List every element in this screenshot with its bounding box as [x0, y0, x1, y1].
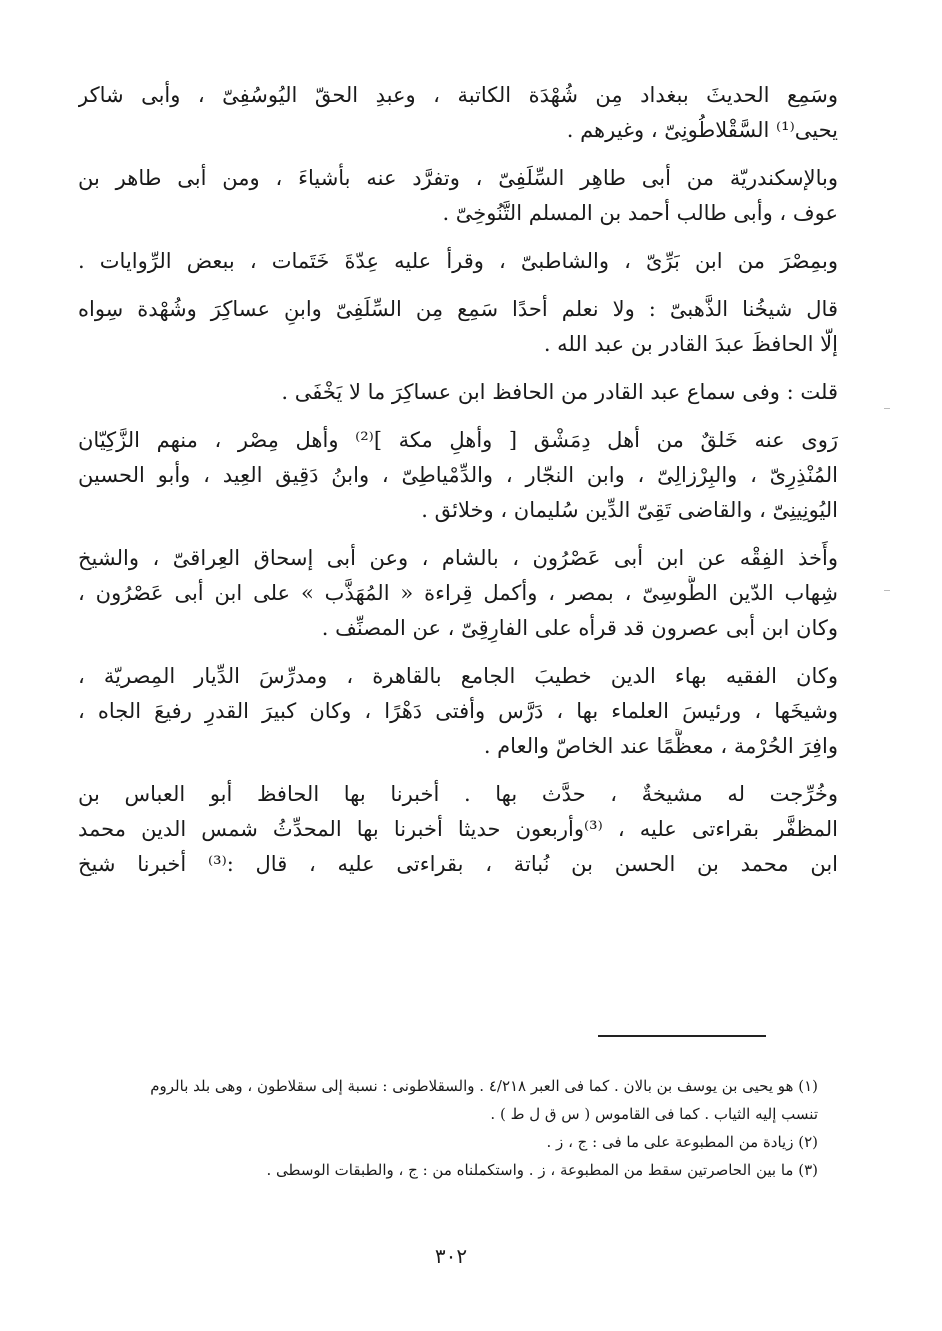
paragraph-mashyakha — [78, 777, 838, 882]
footnotes-section — [78, 1072, 818, 1184]
text-line: إلّا الحافظَ عبدَ القادر بن عبد الله . — [543, 332, 838, 356]
paragraph-dhahabi-quote — [78, 292, 838, 362]
footnote-3 — [78, 1156, 818, 1184]
text-line: شِهاب الدّين الطُّوسِىّ ، بمصر ، وأكمل قِراءة « المُهَذَّب » على ابن أبى عَصْرُون ، — [78, 581, 838, 605]
text-line: وبمِصْرَ من ابن بَرِّىّ ، والشاطبىّ ، وقرأ عليه عِدّةَ خَتَمات ، ببعض الرِّوايات . — [78, 249, 838, 273]
footnote-line: تنسب إليه الثياب . كما فى القاموس ( س ق ل ط ) . — [490, 1105, 818, 1123]
paragraph-position — [78, 659, 838, 764]
text-line: وسَمِع الحديثَ ببغداد مِن شُهْدَة الكاتبة ، وعبدِ الحقّ اليُوسُفِىّ ، وأبى شاكر — [78, 83, 838, 107]
text-line: قلت : وفى سماع عبد القادر من الحافظ ابن عساكِرَ ما لا يَخْفَى . — [281, 380, 838, 404]
paragraph-fiqh — [78, 541, 838, 646]
margin-tick — [884, 408, 890, 409]
paragraph-narrators — [78, 423, 838, 528]
margin-tick — [884, 590, 890, 591]
text-line: وأَخذ الفِقْه عن ابن أبى عَصْرُون ، بالشام ، وعن أبى إسحاق العِراقىّ ، والشيخ — [78, 546, 838, 570]
text-line: وكان الفقيه بهاء الدين خطيبَ الجامع بالقاهرة ، ومدرِّسَ الدِّيار المِصريّة ، — [78, 664, 838, 688]
footnote-line: (٢) زيادة من المطبوعة على ما فى : ج ، ز . — [546, 1133, 818, 1151]
text-line: رَوى عنه خَلقٌ من أهل دِمَشْق [ وأهلِ مكة ]⁽²⁾ وأهل مِصْر ، منهم الزَّكِيّان — [78, 428, 838, 452]
paragraph-author-remark — [78, 375, 838, 410]
main-text-body — [78, 78, 838, 895]
text-line: قال شيخُنا الذَّهبىّ : ولا نعلم أحدًا سَمِع مِن السِّلَفِىّ وابنِ عساكِرَ وشُهْدة سِواه — [78, 297, 838, 321]
text-line: يحيى⁽¹⁾ السَّقْلاطُونِىّ ، وغيرهم . — [566, 118, 838, 142]
page-number: ٣٠٢ — [434, 1244, 468, 1268]
paragraph-hearing-baghdad — [78, 78, 838, 148]
paragraph-egypt — [78, 244, 838, 279]
footnote-1 — [78, 1072, 818, 1128]
paragraph-alexandria — [78, 161, 838, 231]
text-line: المظفَّر بقراءتى عليه ، ⁽³⁾وأربعون حديثا أخبرنا بها المحدِّثُ شمس الدين محمد — [78, 817, 838, 841]
text-line: المُنْذِرِىّ ، والبِرْزالِىّ ، وابن النجّار ، والدِّمْياطِىّ ، وابنُ دَقِيق العِيد ، وأبو الحسين — [78, 463, 838, 487]
footnote-2 — [78, 1128, 818, 1156]
text-line: وبالإسكندريّة من أبى طاهِر السِّلَفِىّ ، وتفرَّد عنه بأشياءَ ، ومن أبى طاهر بن — [78, 166, 838, 190]
text-line: وشيخَها ، ورئيسَ العلماء بها ، دَرَّس وأفتى دَهْرًا ، وكان كبيرَ القدرِ رفيعَ الجاه ، — [78, 699, 838, 723]
text-line: وافِرَ الحُرْمة ، معظَّمًا عند الخاصّ والعام . — [483, 734, 838, 758]
footnote-line: (١) هو يحيى بن يوسف بن بالان . كما فى العبر ٤/٢١٨ . والسقلاطونى : نسبة إلى سقلاطون ، وهى بلد بالروم — [150, 1077, 818, 1095]
footnote-divider — [598, 1035, 766, 1037]
text-line: عوف ، وأبى طالب أحمد بن المسلم التَّنُوخِىّ . — [442, 201, 838, 225]
text-line: وخُرِّجت له مشيخةٌ ، حدَّث بها . أخبرنا بها الحافظ أبو العباس بن — [78, 782, 838, 806]
text-line: اليُونِينِىّ ، والقاضى تَقِىّ الدِّين سُليمان ، وخلائق . — [421, 498, 838, 522]
text-line: وكان ابن أبى عصرون قد قرأه على الفارِقِىّ ، عن المصنِّف . — [321, 616, 838, 640]
text-line: ابن محمد بن الحسن بن نُباتة ، بقراءتى عليه ، قال :⁽³⁾ أخبرنا شيخ — [78, 852, 838, 876]
footnote-line: (٣) ما بين الحاصرتين سقط من المطبوعة ، ز . واستكملناه من : ج ، والطبقات الوسطى . — [266, 1161, 818, 1179]
